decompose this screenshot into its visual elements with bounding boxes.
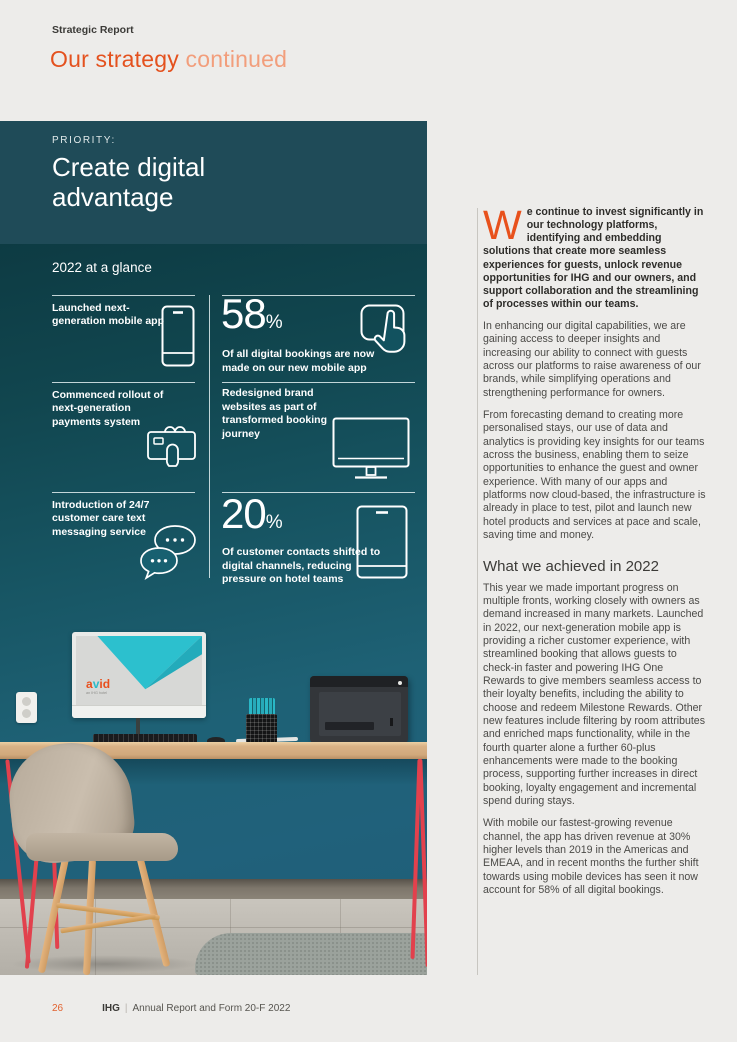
body-paragraph: This year we made important progress on multiple fronts, working closely with owners as demand increased in many markets. Launched in 2022, our next-generation mobile app is providing a richer customer experience, with streamlined booking that allows guests to check-in faster and powering IHG One Rewards to give members seamless access to their loyalty benefits, including the ability to choose and redeem Milestone Rewards. Other new features include filtering by room attributes and enriched maps functionality, while in the fourth quarter alone a further 60-plus enhancements were made to the booking process, supporting further increases in direct booking, loyalty engagement and incremental spend during stays. [483,581,705,807]
avid-tagline: an IHG hotel [86,691,108,696]
priority-panel [0,121,427,975]
pen-cup [246,714,277,743]
body-paragraph: With mobile our fastest-growing revenue channel, the app has driven revenue at 30% higher levels than 2019 in the Americas and EMEAA, and in recent months the further shift towards using mobile devices has seen it now account for 58% of all digital bookings. [483,817,699,897]
tablet-icon [356,505,408,579]
chair-seat [26,833,178,861]
page-number: 26 [52,1003,64,1014]
envelope-graphic [76,636,202,706]
stat-unit: % [265,312,283,333]
stat-caption: Of customer contacts shifted to digital channels, reducing pressure on hotel teams [222,546,381,586]
monitor-chin [72,705,206,718]
stat-caption: Of all digital bookings are now made on our new mobile app [222,348,375,374]
priority-label: PRIORITY: [52,135,116,146]
page-title [50,46,287,73]
footer-brand: IHG [102,1003,120,1014]
monitor-screen [76,636,202,706]
printer-button [390,718,393,726]
wall-outlet [16,692,37,723]
printer-top [310,676,408,687]
page-title-main: Our strategy [50,46,179,72]
printer [310,676,408,743]
glance-item-label: Commenced rollout of next-generation payments system [52,389,164,428]
rug [195,933,427,975]
glance-heading: 2022 at a glance [52,260,152,275]
divider-line [52,492,195,493]
smartphone-icon [161,305,195,367]
drop-cap: W [483,202,522,248]
page-title-suffix: continued [178,46,288,72]
intro-text: e continue to invest significantly in our technology platforms, identifying and embedding solutions that create more seamless experiences for guests, unlock revenue opportunities for IHG and our owners, and support collaboration and the streamlining of processes within our teams. [483,206,704,310]
footer-report-title: Annual Report and Form 20-F 2022 [132,1003,291,1014]
body-paragraph: From forecasting demand to creating more personalised stays, our use of data and analytics is providing key insights for our teams across the business, enabling them to seize opportunities to enhance the guest and owner experience. With many of our apps and platforms now cloud-based, the infrastructure is already in place to test, pilot and launch new hotel products and services at pace and scale, saving time and money. [483,409,706,542]
article-column [483,202,707,906]
glance-item-label: Launched next-generation mobile app [52,302,165,328]
desktop-computer [72,632,206,718]
divider-line [52,295,195,296]
priority-panel-header [0,121,427,244]
glance-item-label: Introduction of 24/7 customer care text messaging service [52,499,150,538]
column-divider [477,208,478,975]
hand-card-icon [146,417,198,473]
stat-value: 20% [221,490,283,537]
stat-unit: % [265,512,283,533]
desktop-monitor-icon [332,417,410,483]
divider-line [222,382,415,383]
avid-logo: avid [86,677,111,691]
printer-front [319,692,401,736]
page-footer [52,1003,290,1014]
priority-title: Create digital advantage [52,152,206,213]
footer-separator: | [124,1003,128,1014]
body-paragraph: In enhancing our digital capabilities, we are gaining access to deeper insights and increasing our ability to connect with guests across our platforms to raise awareness of our brands, while simplifying operations and strengthening performance for owners. [483,320,701,399]
tap-icon [360,304,412,364]
section-eyebrow: Strategic Report [52,24,134,36]
stat-caption: Redesigned brand websites as part of transformed booking journey [222,387,328,440]
section-heading: What we achieved in 2022 [483,557,659,575]
divider-line [209,295,210,578]
printer-led [398,681,402,685]
printer-tray [325,722,374,730]
stat-value: 58% [221,290,283,337]
intro-paragraph [483,202,707,311]
divider-line [52,382,195,383]
chat-bubbles-icon [138,523,198,581]
